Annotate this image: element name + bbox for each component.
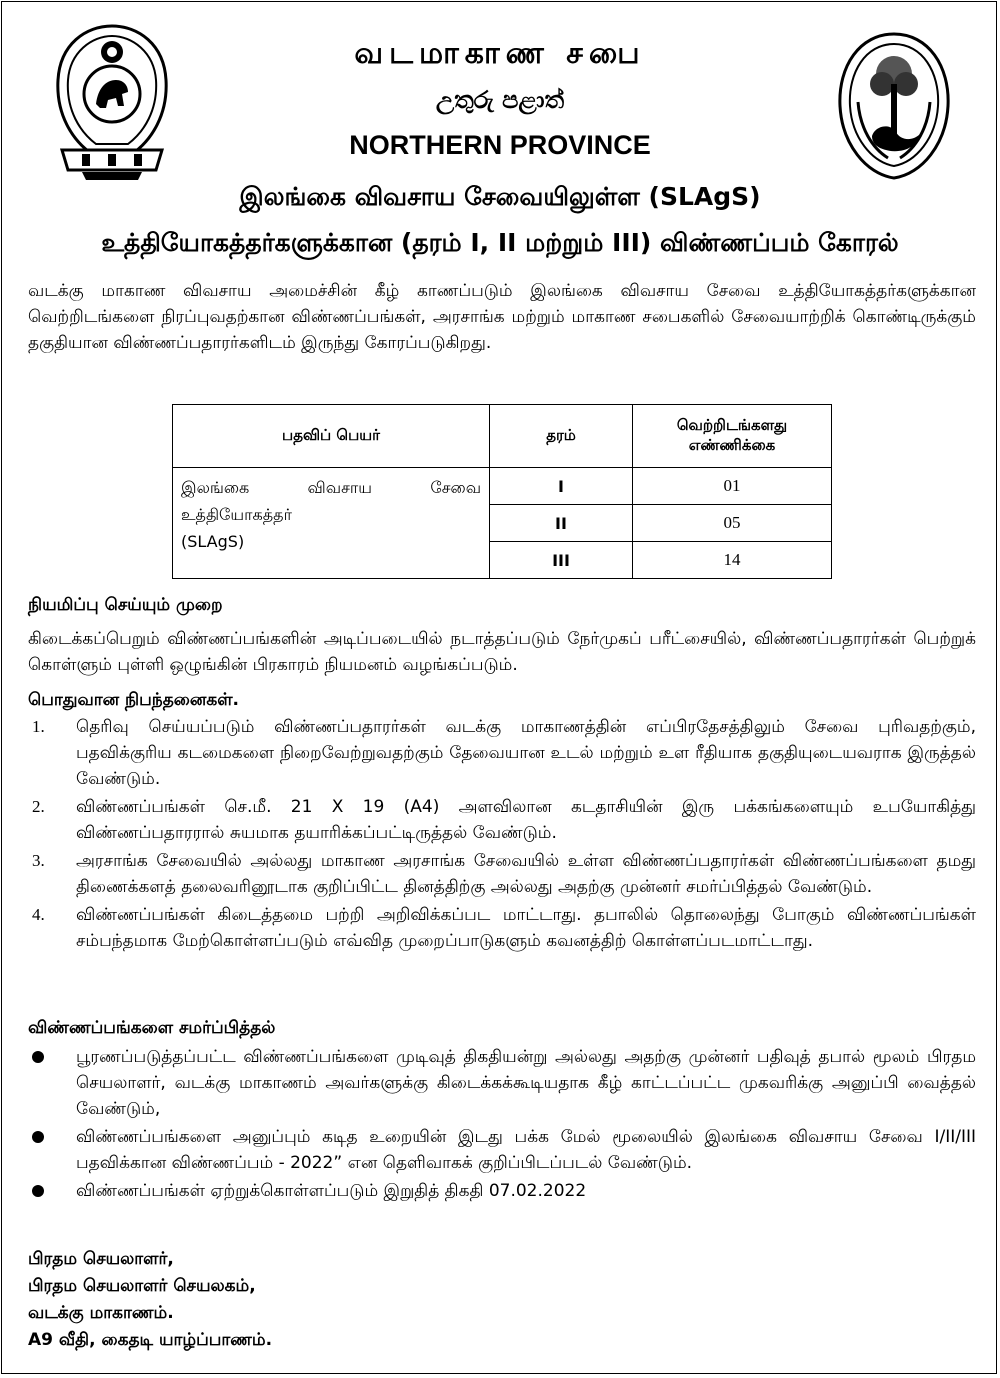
bullet-icon bbox=[32, 1185, 44, 1197]
item-text: தெரிவு செய்யப்படும் விண்ணப்பதாரர்கள் வடக்கு மாகாணத்தின் எப்பிரதேசத்திலும் சேவை புரிவதற்கும், பதவிக்குரிய கடமைகளை நிறைவேற்றுவதற்கும் தேவையான உடல் மற்றும் உள ரீதியாக தகுதியுடையவராக இருத்தல் வேண்டும். bbox=[76, 717, 976, 789]
notice-title-line-1: இலங்கை விவசாய சேவையிலுள்ள (SLAgS) bbox=[239, 182, 761, 211]
intro-paragraph: வடக்கு மாகாண விவசாய அமைச்சின் கீழ் காணப்படும் இலங்கை விவசாய சேவை உத்தியோகத்தர்களுக்கான வெற்றிடங்களை நிரப்புவதற்கான விண்ணப்பங்கள், அரசாங்க மற்றும் மாகாண சபைகளில் சேவையாற்றிக் கொண்டிருக்கும் தகுதியான விண்ணப்பதாரர்களிடம் இருந்து கோரப்படுகிறது. bbox=[28, 281, 976, 353]
bullet-icon bbox=[32, 1131, 44, 1143]
address-line: வடக்கு மாகாணம். bbox=[28, 1303, 174, 1323]
header-grade: தரம் bbox=[490, 405, 633, 468]
list-item bbox=[28, 1178, 976, 1204]
item-number: 3. bbox=[32, 851, 45, 870]
list-item bbox=[28, 1124, 976, 1176]
item-number: 1. bbox=[32, 717, 45, 736]
vacancy-count-cell: 01 bbox=[633, 468, 832, 505]
appointment-paragraph: கிடைக்கப்பெறும் விண்ணப்பங்களின் அடிப்படையில் நடாத்தப்படும் நேர்முகப் பரீட்சையில், விண்ணப்பதாரர்கள் பெற்றுக் கொள்ளும் புள்ளி ஒழுங்கின் பிரகாரம் நியமனம் வழங்கப்படும். bbox=[28, 629, 976, 675]
province-name-english: NORTHERN PROVINCE bbox=[349, 130, 651, 160]
list-item bbox=[28, 714, 976, 792]
grade-cell: II bbox=[490, 505, 633, 542]
submission-heading: விண்ணப்பங்களை சமர்ப்பித்தல் bbox=[28, 1018, 276, 1038]
post-name-line: இலங்கை விவசாய சேவை bbox=[181, 478, 481, 497]
conditions-list bbox=[28, 714, 976, 956]
address-line: பிரதம செயலாளர், bbox=[28, 1249, 174, 1269]
bullet-icon bbox=[32, 1051, 44, 1063]
list-item bbox=[28, 794, 976, 846]
item-number: 2. bbox=[32, 797, 45, 816]
vacancy-count-cell: 05 bbox=[633, 505, 832, 542]
header-vacancies: வெற்றிடங்களது எண்ணிக்கை bbox=[633, 405, 832, 468]
grade-cell: III bbox=[490, 542, 633, 579]
post-name-line: உத்தியோகத்தர் bbox=[181, 505, 292, 524]
item-text: பூரணப்படுத்தப்பட்ட விண்ணப்பங்களை முடிவுத் திகதியன்று அல்லது அதற்கு முன்னர் பதிவுத் தபால் மூலம் பிரதம செயலாளர், வடக்கு மாகாணம் அவர்களுக்கு கிடைக்கக்கூடியதாக கீழ் காட்டப்பட்ட முகவரிக்கு அனுப்பி வைத்தல் வேண்டும், bbox=[76, 1047, 977, 1119]
grade-cell: I bbox=[490, 468, 633, 505]
item-text: விண்ணப்பங்களை அனுப்பும் கடித உறையின் இடது பக்க மேல் மூலையில் இலங்கை விவசாய சேவை I/II/III பதவிக்கான விண்ணப்பம் - 2022” என தெளிவாகக் குறிப்பிடப்படல் வேண்டும். bbox=[76, 1127, 976, 1173]
advertisement-page bbox=[1, 1, 997, 1374]
list-item bbox=[28, 902, 976, 954]
appointment-heading: நியமிப்பு செய்யும் முறை bbox=[28, 595, 223, 615]
vacancy-table bbox=[172, 404, 832, 579]
post-name-cell bbox=[173, 468, 490, 579]
council-name-sinhala: උතුරු පළාත් bbox=[435, 86, 565, 114]
item-text: அரசாங்க சேவையில் அல்லது மாகாண அரசாங்க சேவையில் உள்ள விண்ணப்பதாரர்கள் விண்ணப்பங்களை தமது திணைக்களத் தலைவரினூடாக குறிப்பிட்ட தினத்திற்கு அல்லது அதற்கு முன்னர் சமர்ப்பித்தல் வேண்டும். bbox=[76, 851, 976, 897]
table-row bbox=[173, 468, 832, 505]
list-item bbox=[28, 1044, 976, 1122]
conditions-heading: பொதுவான நிபந்தனைகள். bbox=[28, 690, 240, 710]
submission-list bbox=[28, 1044, 976, 1206]
list-item bbox=[28, 848, 976, 900]
address-line: A9 வீதி, கைதடி யாழ்ப்பாணம். bbox=[28, 1330, 273, 1350]
item-text: விண்ணப்பங்கள் ஏற்றுக்கொள்ளப்படும் இறுதித் திகதி 07.02.2022 bbox=[76, 1181, 587, 1201]
notice-title-line-2: உத்தியோகத்தர்களுக்கான (தரம் I, II மற்றும் III) விண்ணப்பம் கோரல் bbox=[101, 228, 899, 257]
item-number: 4. bbox=[32, 905, 45, 924]
council-name-tamil: வடமாகாண சபை bbox=[354, 36, 646, 71]
header-post-name: பதவிப் பெயர் bbox=[173, 405, 490, 468]
table-header-row bbox=[173, 405, 832, 468]
item-text: விண்ணப்பங்கள் கிடைத்தமை பற்றி அறிவிக்கப்பட மாட்டாது. தபாலில் தொலைந்து போகும் விண்ணப்பங்கள் சம்பந்தமாக மேற்கொள்ளப்படும் எவ்வித முறைப்பாடுகளும் கவனத்திற் கொள்ளப்படமாட்டாது. bbox=[76, 905, 976, 951]
address-line: பிரதம செயலாளர் செயலகம், bbox=[28, 1276, 256, 1296]
vacancy-count-cell: 14 bbox=[633, 542, 832, 579]
mailing-address bbox=[28, 1246, 272, 1354]
post-name-line: (SLAgS) bbox=[181, 532, 245, 551]
item-text: விண்ணப்பங்கள் செ.மீ. 21 X 19 (A4) அளவிலான கடதாசியின் இரு பக்கங்களையும் உபயோகித்து விண்ணப்பதாரரால் சுயமாக தயாரிக்கப்பட்டிருத்தல் வேண்டும். bbox=[76, 797, 976, 843]
